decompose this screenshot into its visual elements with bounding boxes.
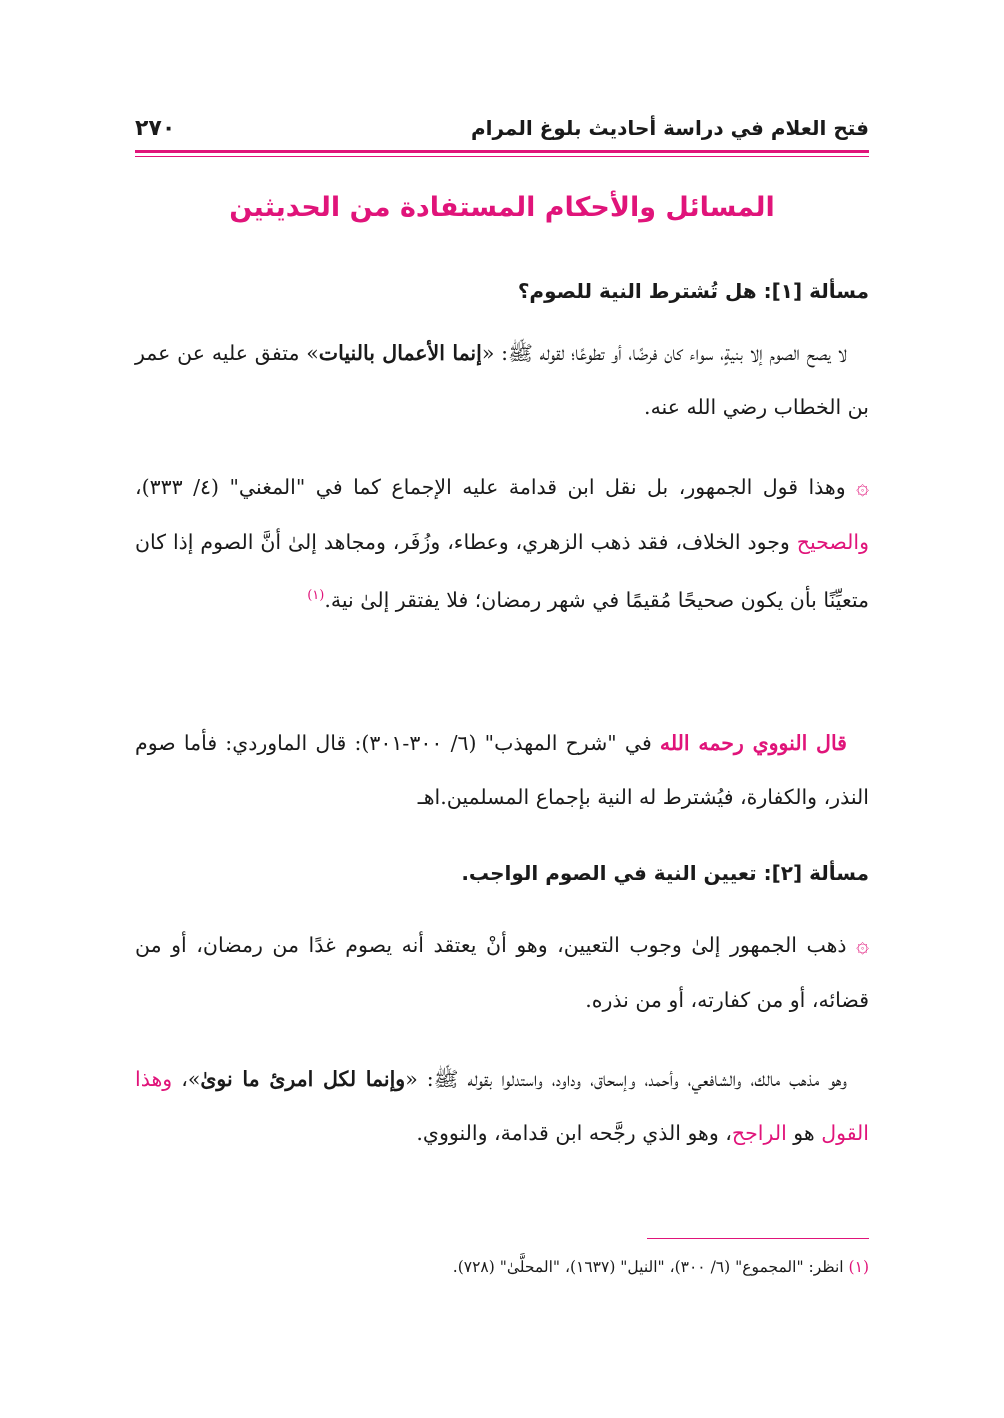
highlight-preponderant: الراجح xyxy=(731,1121,787,1145)
paragraph-4 xyxy=(135,918,869,1027)
paragraph-5-text: وهو مذهب مالك، والشافعي، وأحمد، وإسحاق، وداود، واستدلوا بقوله ﷺ: « xyxy=(405,1067,847,1091)
paragraph-5 xyxy=(135,1052,869,1160)
highlight-this-view: وهذا القول xyxy=(135,1067,869,1145)
hadith-text-2: وإنما لكل امرئ ما نوىٰ xyxy=(200,1067,406,1091)
paragraph-5-text-2: »، xyxy=(172,1067,201,1091)
paragraph-4-text: ذهب الجمهور إلىٰ وجوب التعيين، وهو أنْ يعتقد أنه يصوم غدًا من رمضان، أو من قضائه، أو من كفارته، أو من نذره. xyxy=(135,933,869,1012)
question-1-label: مسألة [١]: xyxy=(763,279,869,303)
paragraph-5-text-4: ، وهو الذي رجَّحه ابن قدامة، والنووي. xyxy=(416,1121,732,1145)
section-title: المسائل والأحكام المستفادة من الحديثين xyxy=(229,192,775,223)
page-number: ٢٧٠ xyxy=(135,116,176,141)
header-rule-thick xyxy=(135,150,869,153)
footnote-text: انظر: "المجموع" (٦/ ٣٠٠)، "النيل" (١٦٣٧)، "المحلَّىٰ" (٧٢٨). xyxy=(452,1258,844,1276)
flower-ornament-icon: ۞ xyxy=(856,933,869,958)
question-2-text: تعيين النية في الصوم الواجب. xyxy=(461,861,757,885)
paragraph-2-text: وهذا قول الجمهور، بل نقل ابن قدامة عليه الإجماع كما في "المغني" (٤/ ٣٣٣)، xyxy=(135,475,846,499)
paragraph-2 xyxy=(135,460,869,627)
paragraph-2-text-2: وجود الخلاف، فقد ذهب الزهري، وعطاء، وزُفَر، ومجاهد إلىٰ أنَّ الصوم إذا كان متعيِّنًا بأن يكون صحيحًا مُقيمًا في شهر رمضان؛ فلا يفتقر إلىٰ نية. xyxy=(135,530,869,612)
running-title: فتح العلام في دراسة أحاديث بلوغ المرام xyxy=(470,116,869,140)
nawawi-lead: قال النووي رحمه الله xyxy=(659,731,847,755)
flower-ornament-icon: ۞ xyxy=(856,475,869,500)
page-header xyxy=(135,110,869,150)
header-rule-thin xyxy=(135,156,869,157)
paragraph-5-text-3: هو xyxy=(786,1121,822,1145)
question-2-label: مسألة [٢]: xyxy=(763,861,869,885)
header-rule xyxy=(135,150,869,157)
question-2-heading xyxy=(135,858,869,888)
question-1-heading xyxy=(135,276,869,306)
paragraph-3 xyxy=(135,716,869,824)
footnote-reference[interactable]: (١) xyxy=(307,588,325,603)
footnote xyxy=(135,1254,869,1280)
paragraph-1-text: لا يصح الصوم إلا بنيةٍ، سواء كان فرضًا، أو تطوعًا؛ لقوله ﷺ: « xyxy=(481,341,848,365)
hadith-text-1: إنما الأعمال بالنيات xyxy=(318,341,482,365)
question-1-text: هل تُشترط النية للصوم؟ xyxy=(517,279,757,303)
highlight-sahih: والصحيح xyxy=(796,530,869,554)
footnote-number: (١) xyxy=(848,1258,869,1276)
paragraph-3-text: في "شرح المهذب" (٦/ ٣٠٠-٣٠١): قال الماوردي: فأما صوم النذر، والكفارة، فيُشترط له النية بإجماع المسلمين.اهـ xyxy=(135,731,869,809)
paragraph-1-text-2: » متفق عليه عن عمر بن الخطاب رضي الله عنه. xyxy=(135,341,869,419)
footnote-rule xyxy=(647,1238,869,1239)
paragraph-1 xyxy=(135,326,869,434)
